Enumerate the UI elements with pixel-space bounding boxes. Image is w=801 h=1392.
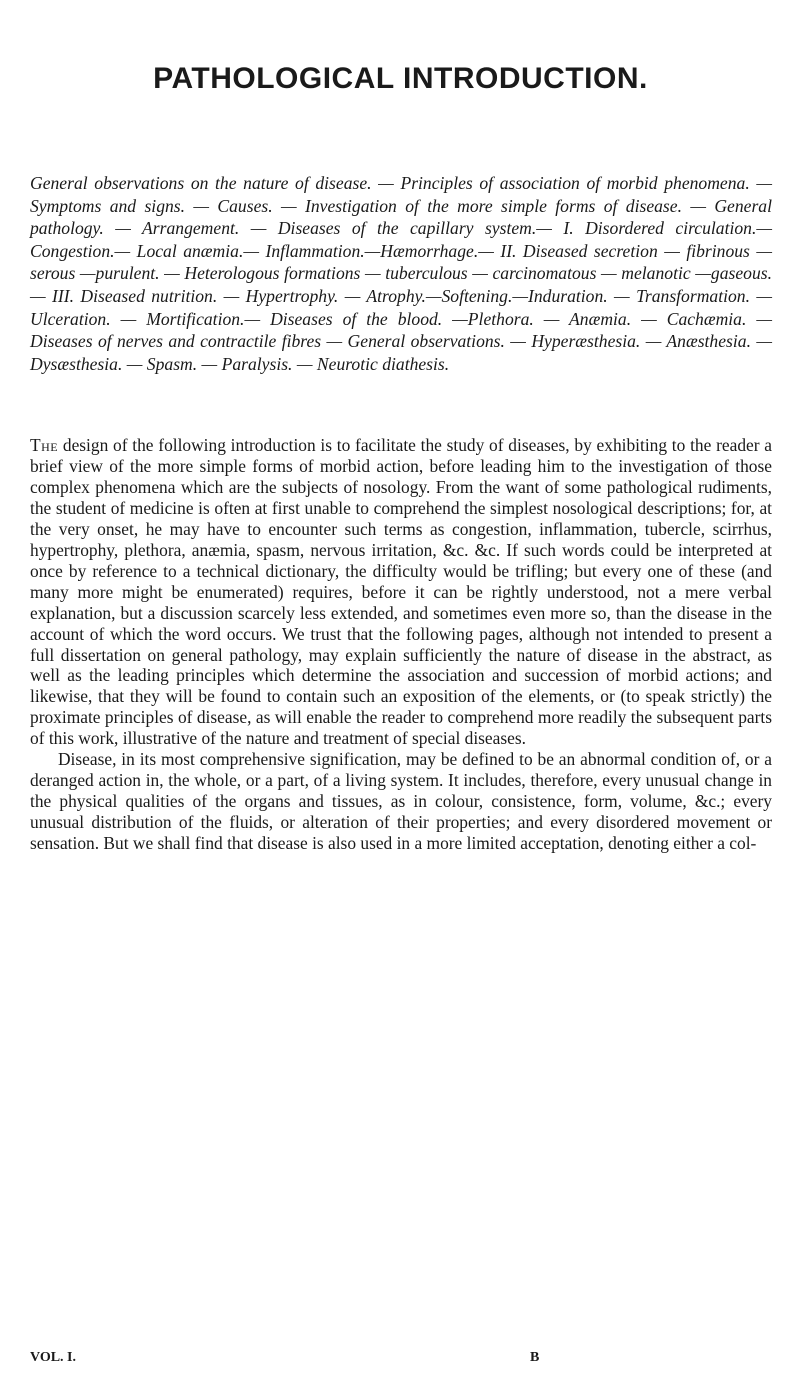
page-footer: [30, 1350, 772, 1370]
paragraph-1: [30, 435, 772, 749]
paragraph-2: Disease, in its most comprehensive signification, may be defined to be an abnormal condition of, or a deranged action in, the whole, or a part, of a living system. It includes, therefore, every unusual change in the physical qualities of the organs and tissues, as in colour, consistence, form, volume, &c.; every unusual distribution of the fluids, or alteration of their properties; and every disordered movement or sensation. But we shall find that disease is also used in a more limited acceptation, denoting either a col-: [30, 749, 772, 854]
volume-label: VOL. I.: [30, 1350, 77, 1365]
chapter-summary: General observations on the nature of disease. — Principles of association of morbid phenomena. — Symptoms and signs. — Causes. — Investigation of the more simple forms of disease. — General pathology. — Arrangement. — Diseases of the capillary system.— I. Disordered circulation.— Congestion.— Local anæmia.— Inflammation.—Hæmorrhage.— II. Diseased secretion — fibrinous — serous —purulent. — Heterologous formations — tuberculous — carcinomatous — melanotic —gaseous. — III. Diseased nutrition. — Hypertrophy. — Atrophy.—Softening.—Induration. — Transformation. — Ulceration. — Mortification.— Diseases of the blood. —Plethora. — Anæmia. — Cachæmia. — Diseases of nerves and contractile fibres — General observations. — Hyperæsthesia. — Anæsthesia. — Dysæsthesia. — Spasm. — Paralysis. — Neurotic diathesis.: [30, 173, 772, 374]
body-text: [30, 435, 772, 854]
paragraph-1-text: design of the following introduction is to facilitate the study of diseases, by exhibiting to the reader a brief view of the more simple forms of morbid action, before leading him to the investigation of those complex phenomena which are the subjects of nosology. From the want of some pathological rudiments, the student of medicine is often at first unable to comprehend the simplest nosological descriptions; for, at the very onset, he may have to encounter such terms as congestion, inflammation, tubercle, scirrhus, hypertrophy, plethora, anæmia, spasm, nervous irritation, &c. &c. If such words could be interpreted at once by reference to a technical dictionary, the difficulty would be trifling; but every one of these (and many more might be enumerated) requires, before it can be rightly understood, not a mere verbal explanation, but a discussion scarcely less extended, and sometimes even more so, than the disease in the account of which the word occurs. We trust that the following pages, although not intended to present a full dissertation on general pathology, may explain sufficiently the nature of disease in the abstract, as well as the leading principles which determine the association and succession of morbid actions; and likewise, that they will be found to contain such an exposition of the elements, or (to speak strictly) the proximate principles of disease, as will enable the reader to comprehend more readily the subsequent parts of this work, illustrative of the nature and treatment of special diseases.: [30, 435, 772, 749]
paragraph-1-lead: The: [30, 435, 59, 455]
signature-mark: B: [530, 1350, 540, 1365]
chapter-title: PATHOLOGICAL INTRODUCTION.: [153, 62, 648, 95]
